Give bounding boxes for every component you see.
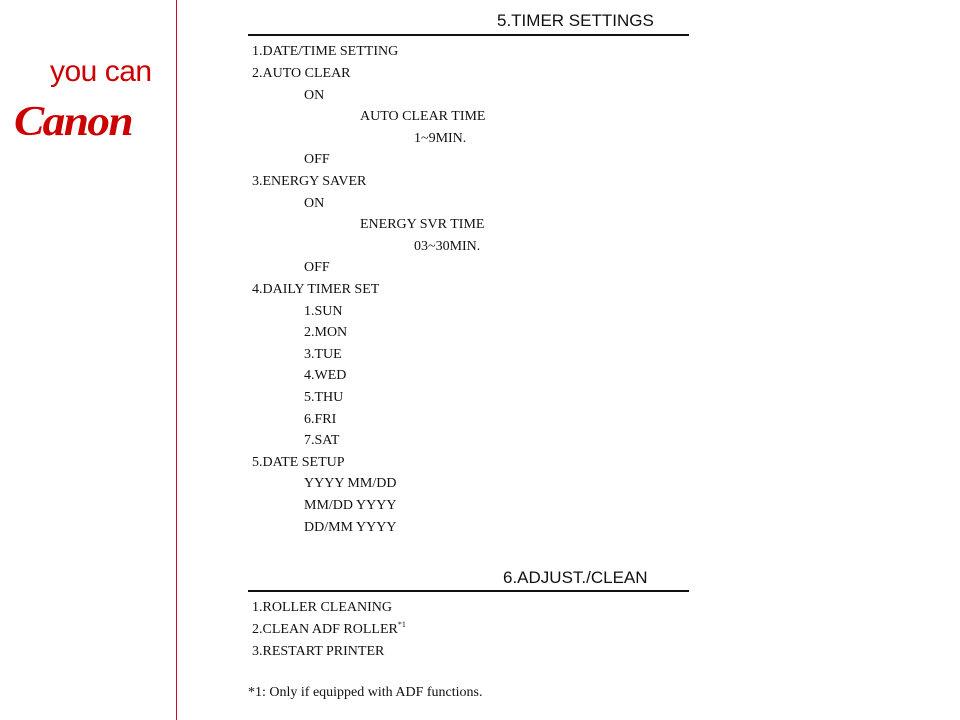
day-item: 6.FRI [304, 412, 337, 427]
date-format-option: DD/MM YYYY [304, 520, 397, 535]
canon-logo: Canon [14, 99, 132, 145]
section-divider [248, 34, 689, 36]
day-item: 4.WED [304, 368, 347, 383]
option-off: OFF [304, 260, 330, 275]
menu-item-date-setup: 5.DATE SETUP [252, 455, 345, 470]
brand-sidebar [0, 0, 177, 720]
option-off: OFF [304, 152, 330, 167]
sub-item-energy-svr-time: ENERGY SVR TIME [360, 217, 485, 232]
menu-item-label: 2.CLEAN ADF ROLLER [252, 622, 398, 637]
menu-item-energy-saver: 3.ENERGY SAVER [252, 174, 367, 189]
option-on: ON [304, 196, 325, 211]
menu-item-clean-adf-roller [252, 621, 406, 639]
value-range: 1~9MIN. [414, 131, 467, 146]
menu-item-daily-timer-set: 4.DAILY TIMER SET [252, 282, 380, 297]
footnote: *1: Only if equipped with ADF functions. [248, 685, 483, 700]
menu-item-roller-cleaning: 1.ROLLER CLEANING [252, 600, 392, 615]
date-format-option: YYYY MM/DD [304, 476, 397, 491]
section-divider [248, 590, 689, 592]
footnote-marker: *1 [397, 620, 406, 629]
sub-item-auto-clear-time: AUTO CLEAR TIME [360, 109, 486, 124]
day-item: 5.THU [304, 390, 344, 405]
day-item: 2.MON [304, 325, 348, 340]
day-item: 3.TUE [304, 347, 342, 362]
brand-tagline: you can [50, 55, 152, 88]
day-item: 1.SUN [304, 304, 343, 319]
menu-item-auto-clear: 2.AUTO CLEAR [252, 66, 351, 81]
option-on: ON [304, 88, 325, 103]
timer-settings-title: 5.TIMER SETTINGS [497, 11, 654, 30]
adjust-clean-title: 6.ADJUST./CLEAN [503, 568, 648, 587]
menu-item-restart-printer: 3.RESTART PRINTER [252, 644, 385, 659]
day-item: 7.SAT [304, 433, 340, 448]
menu-item-date-time-setting: 1.DATE/TIME SETTING [252, 44, 399, 59]
date-format-option: MM/DD YYYY [304, 498, 397, 513]
value-range: 03~30MIN. [414, 239, 481, 254]
